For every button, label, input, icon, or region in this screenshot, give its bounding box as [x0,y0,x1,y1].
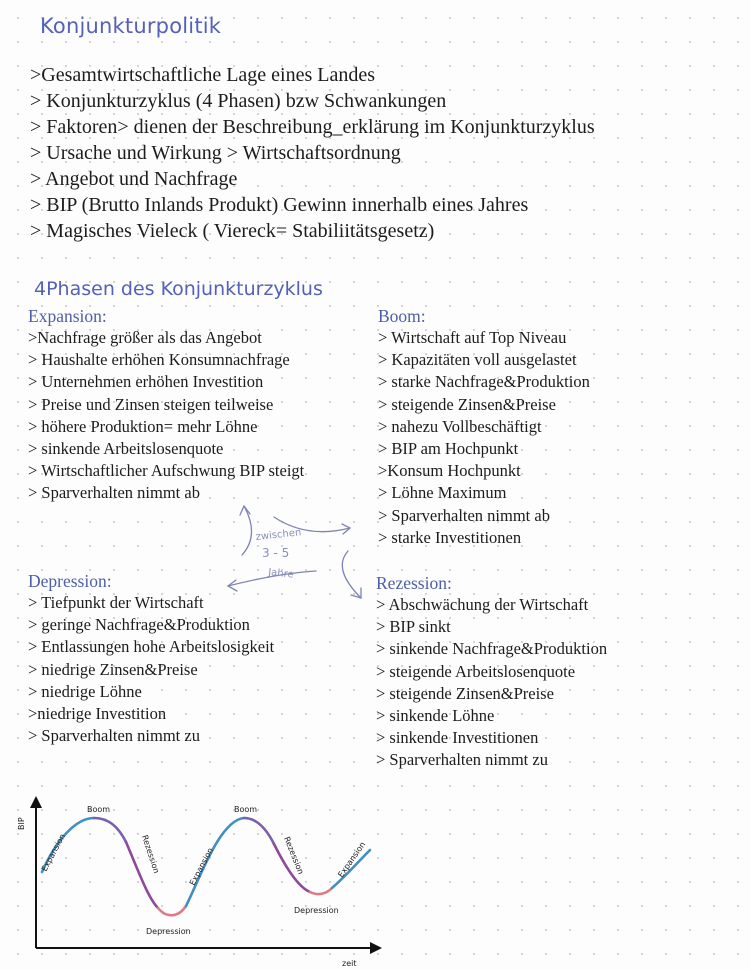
wave-boom [244,818,274,844]
x-axis-arrow [370,942,382,954]
cycle-arrow [342,551,361,598]
wave-expansion [186,818,244,906]
list-item: >Nachfrage größer als das Angebot [28,328,262,347]
wave-boom [94,818,126,842]
expansion-label: Expansion [336,840,368,880]
wave-depression [158,906,186,915]
list-item: > Sparverhalten nimmt ab [378,505,550,525]
wave-depression [310,888,332,894]
list-item: > geringe Nachfrage&Produktion [28,615,250,635]
depression-heading: Depression: [28,571,112,591]
list-item: > steigende Zinsen&Preise [378,394,556,414]
cycle-note-line3: Jahre [267,567,295,581]
list-item: > starke Nachfrage&Produktion [378,372,590,392]
boom-section [378,305,590,549]
list-item: > starke Investitionen [378,527,522,547]
intro-item: > Angebot und Nachfrage [30,168,238,190]
rezession-label: Rezession [140,833,161,875]
expansion-heading: Expansion: [28,306,107,326]
intro-item: > Faktoren> dienen der Beschreibung_erklärung im Konjunkturzyklus [30,116,595,138]
intro-item: >Gesamtwirtschaftliche Lage eines Landes [30,64,376,86]
list-item: > Preise und Zinsen steigen teilweise [28,394,274,414]
rezession-heading: Rezession: [376,573,452,593]
list-item: > Sparverhalten nimmt zu [376,750,548,770]
list-item: > sinkende Nachfrage&Produktion [376,639,608,659]
expansion-label: Expansion [187,846,216,887]
cycle-note-line1: zwischen [255,527,302,543]
list-item: > sinkende Löhne [376,706,495,726]
list-item: > Abschwächung der Wirtschaft [376,595,589,614]
list-item: > BIP am Hochpunkt [378,439,519,459]
list-item: > sinkende Arbeitslosenquote [28,439,224,459]
page-title: Konjunkturpolitik [40,14,222,38]
list-item: > Sparverhalten nimmt zu [28,726,200,746]
list-item: > Kapazitäten voll ausgelastet [378,350,577,370]
list-item: > höhere Produktion= mehr Löhne [28,416,258,436]
list-item: > Sparverhalten nimmt ab [28,483,200,503]
list-item: > sinkende Investitionen [376,728,539,748]
cycle-arrow-head [240,506,250,515]
x-axis-label: zeit [342,959,357,968]
depression-label: Depression [146,927,191,936]
list-item: > Unternehmen erhöhen Investition [28,372,264,392]
list-item: > Wirtschaft auf Top Niveau [378,328,567,347]
expansion-label: Expansion [39,832,68,873]
section-title: 4Phasen des Konjunkturzyklus [34,278,323,300]
list-item: > Löhne Maximum [378,483,507,503]
list-item: > steigende Arbeitslosenquote [376,661,576,681]
boom-heading: Boom: [378,306,426,326]
list-item: > Tiefpunkt der Wirtschaft [28,593,204,612]
list-item: >Konsum Hochpunkt [378,461,521,481]
boom-label: Boom [87,805,111,814]
list-item: > nahezu Vollbeschäftigt [378,416,542,436]
business-cycle-graph [0,790,400,969]
depression-label: Depression [294,906,339,915]
rezession-section [376,572,607,772]
cycle-arrows-diagram [222,495,372,605]
list-item: > Haushalte erhöhen Konsumnachfrage [28,350,290,370]
list-item: > Wirtschaftlicher Aufschwung BIP steigt [28,461,305,481]
list-item: > niedrige Löhne [28,681,142,701]
list-item: > Entlassungen hohe Arbeitslosigkeit [28,637,275,657]
list-item: > BIP sinkt [376,617,451,637]
cycle-note-line2: 3 - 5 [262,546,290,560]
boom-label: Boom [234,805,258,814]
intro-item: > BIP (Brutto Inlands Produkt) Gewinn innerhalb eines Jahres [30,194,529,216]
y-axis-arrow [30,796,42,808]
intro-item: > Konjunkturzyklus (4 Phasen) bzw Schwankungen [30,90,447,112]
list-item: >niedrige Investition [28,704,167,724]
list-item: > niedrige Zinsen&Preise [28,659,198,679]
list-item: > steigende Zinsen&Preise [376,683,554,703]
intro-item: > Magisches Vieleck ( Viereck= Stabiliitätsgesetz) [30,220,435,242]
y-axis-label: BIP [17,817,26,830]
expansion-section [28,305,304,505]
intro-list [30,62,595,244]
rezession-label: Rezession [282,835,306,876]
intro-item: > Ursache und Wirkung > Wirtschaftsordnung [30,142,401,164]
